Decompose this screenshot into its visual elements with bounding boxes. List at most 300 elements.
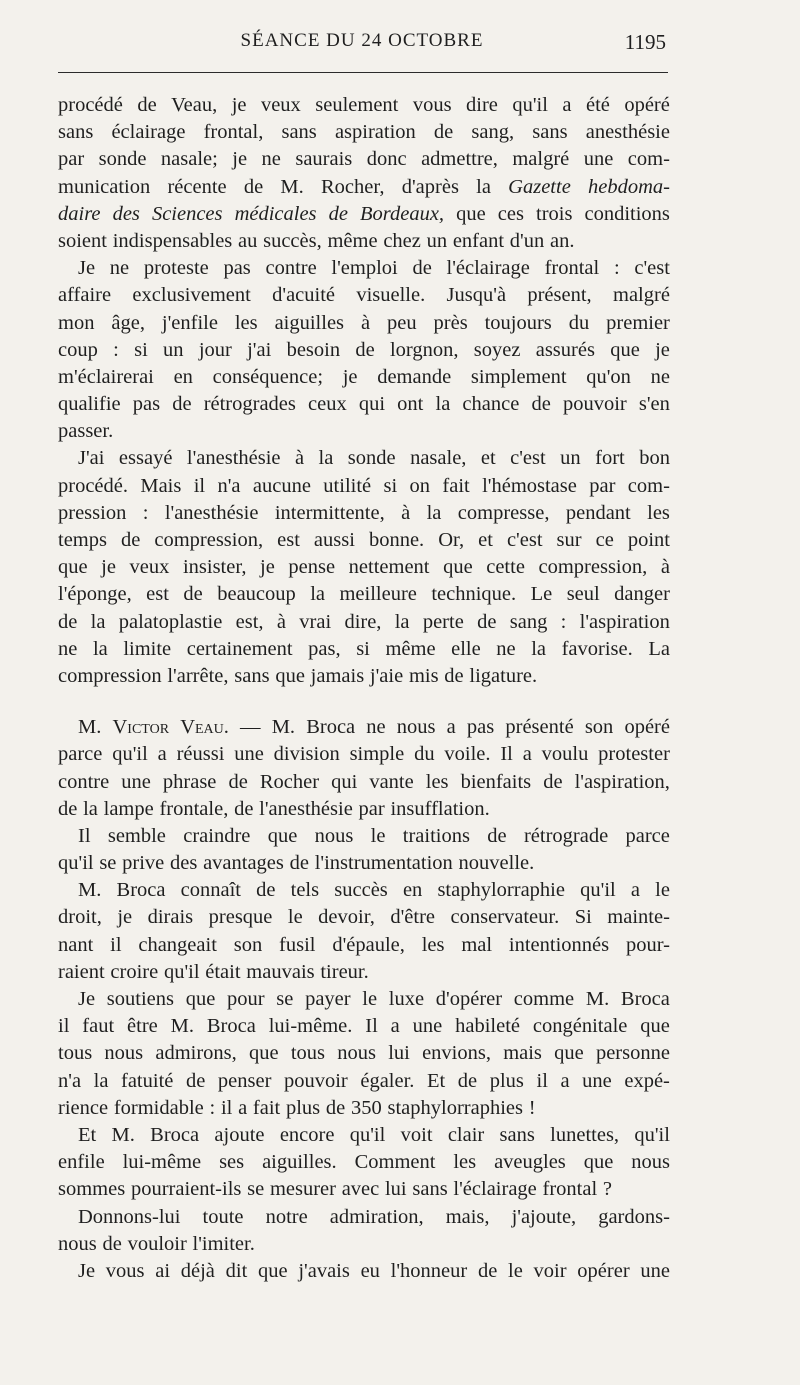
word: elle — [451, 637, 481, 660]
word: Veau, — [171, 94, 218, 116]
word: les — [234, 311, 258, 334]
word: on — [409, 474, 431, 497]
word: a — [522, 743, 532, 766]
word: qu'il — [163, 960, 200, 983]
word: rétrogrades — [203, 393, 296, 416]
word: ne — [366, 716, 386, 739]
word: ont — [397, 393, 424, 416]
word: la — [435, 393, 451, 416]
word: contre — [265, 257, 317, 280]
word: conséquence; — [212, 365, 324, 388]
word: Je — [78, 988, 96, 1010]
word: de — [531, 393, 551, 416]
word: de — [444, 664, 464, 687]
word: sonde — [98, 148, 147, 171]
word: droit, — [58, 906, 102, 929]
word: les — [647, 501, 670, 524]
word: toute — [202, 1205, 244, 1228]
word: a — [157, 743, 167, 766]
word: la — [90, 610, 106, 633]
word: nous — [58, 1232, 97, 1255]
word: avec — [341, 1178, 380, 1201]
text-line — [58, 473, 670, 500]
word: luxe — [388, 988, 425, 1010]
word: j'aie — [369, 664, 404, 687]
word: craindre — [183, 824, 251, 847]
word: le — [655, 879, 670, 902]
word: Jusqu'à — [446, 284, 507, 307]
word: un — [426, 229, 448, 252]
word: de — [477, 1259, 498, 1282]
word: Il — [78, 824, 91, 847]
word: pas — [466, 716, 495, 739]
word: dit — [225, 1259, 248, 1282]
word: parce — [625, 824, 670, 847]
word: il — [58, 1015, 70, 1038]
word: Broca — [206, 1015, 256, 1038]
word: Il — [500, 743, 513, 766]
word: pas — [223, 257, 251, 280]
word: l'emploi — [331, 257, 398, 280]
word: limite — [123, 637, 172, 660]
word: un — [560, 447, 581, 470]
word: conditions — [584, 202, 670, 225]
word: être — [127, 1015, 158, 1038]
word: palatoplastie — [118, 610, 223, 633]
word: nous — [104, 1042, 144, 1065]
word: au — [238, 229, 258, 252]
word: qu'il — [349, 1123, 386, 1146]
word: Si — [574, 906, 592, 929]
word: de — [256, 879, 276, 902]
text-line — [58, 1231, 670, 1258]
running-title: SÉANCE DU 24 OCTOBRE — [240, 30, 484, 51]
word: M. — [271, 716, 296, 739]
text-line — [58, 146, 670, 173]
paragraph — [58, 1122, 670, 1204]
word: ! — [528, 1096, 536, 1119]
word: des — [112, 202, 140, 225]
word: que — [456, 202, 486, 225]
word: que — [610, 338, 640, 361]
text-line — [58, 1176, 670, 1203]
word: fatuité — [121, 1069, 174, 1092]
word: nous — [631, 1151, 670, 1174]
word: tous — [290, 1042, 326, 1065]
text-line — [58, 92, 670, 119]
word: de — [289, 852, 309, 875]
word: ces — [497, 202, 524, 225]
word: l'honneur — [390, 1259, 468, 1282]
word: Broca — [306, 716, 356, 739]
word: qu'il — [634, 1123, 670, 1146]
word: pouvoir — [283, 1069, 348, 1092]
paragraph — [58, 714, 670, 823]
word: l'arrête, — [167, 664, 229, 687]
word: son — [584, 716, 614, 739]
word: devoir, — [318, 906, 375, 929]
word: qu'on — [586, 365, 631, 388]
word: M. — [280, 175, 304, 198]
word: ligature. — [469, 664, 538, 687]
text-line — [58, 796, 670, 823]
word: d'opérer — [435, 988, 503, 1010]
word: Broca — [150, 1123, 200, 1146]
word: n'a — [58, 1069, 82, 1092]
word: : — [142, 501, 149, 524]
word: bonne. — [368, 529, 425, 551]
word: Rocher, — [321, 175, 385, 198]
word: mal — [461, 933, 493, 956]
word: le — [370, 824, 386, 847]
word: la — [531, 637, 547, 660]
word: eu — [360, 1259, 380, 1282]
word: mainte- — [607, 906, 670, 929]
word: dire — [466, 94, 498, 116]
word: encore — [279, 1123, 335, 1146]
word: du — [568, 311, 590, 334]
word: qui — [331, 770, 358, 793]
word: de — [412, 257, 432, 280]
word: Donnons-lui — [78, 1205, 181, 1228]
word: expé- — [624, 1069, 670, 1092]
word: chez — [383, 229, 421, 252]
word: dirais — [147, 906, 194, 929]
word: n'a — [217, 474, 241, 497]
word: M. — [78, 716, 102, 739]
word: nous — [337, 1042, 376, 1065]
word: a — [390, 1015, 400, 1038]
word: affaire — [58, 284, 112, 307]
word: succès — [334, 879, 388, 902]
word: Il — [365, 1015, 378, 1038]
word: qu'il — [580, 879, 616, 902]
word: une — [582, 1069, 612, 1092]
word: a — [562, 94, 572, 116]
word: je — [101, 556, 116, 579]
word: l'hémostase — [482, 474, 577, 497]
word: plus — [489, 1069, 524, 1092]
word: payer — [305, 988, 351, 1010]
word: Victor — [112, 716, 170, 739]
word: formidable — [113, 1096, 204, 1119]
word: an. — [549, 229, 575, 252]
word: qu'il — [512, 94, 548, 116]
text-line — [58, 418, 670, 445]
word: indispensables — [112, 229, 233, 252]
text-line — [58, 609, 670, 636]
word: l'éponge, — [58, 583, 132, 606]
word: Or, — [438, 529, 465, 551]
word: soient — [58, 229, 107, 252]
word: gardons- — [598, 1205, 670, 1228]
word: ses — [219, 1151, 245, 1174]
word: même — [327, 229, 378, 252]
word: était — [205, 960, 241, 983]
word: la — [92, 637, 108, 660]
word: réussi — [176, 743, 225, 766]
word: perte — [422, 610, 464, 633]
word: se — [247, 1178, 265, 1201]
word: com- — [627, 474, 670, 497]
paragraph — [58, 823, 670, 877]
word: essayé — [118, 447, 173, 470]
word: été — [585, 94, 610, 116]
word: conservateur. — [450, 906, 560, 929]
word: ne — [58, 637, 78, 660]
word: protester — [598, 743, 670, 766]
word: utilité — [323, 474, 372, 497]
word: Le — [530, 583, 553, 606]
word: d'un — [509, 229, 545, 252]
word: bon — [639, 447, 670, 470]
word: par — [58, 148, 85, 171]
word: peu — [386, 311, 417, 334]
word: notre — [265, 1205, 308, 1228]
word: qui — [358, 393, 386, 416]
word: que — [640, 1015, 670, 1038]
word: intermittente, — [274, 501, 385, 524]
word: simple — [349, 743, 405, 766]
word: si — [383, 474, 398, 497]
word: hebdoma- — [588, 175, 670, 198]
word: à — [401, 501, 411, 524]
word: le — [287, 906, 303, 929]
word: penser — [217, 1069, 272, 1092]
text-line — [58, 228, 670, 255]
word: cette — [486, 556, 525, 579]
word: la — [310, 583, 326, 606]
word: ne — [261, 148, 281, 171]
word: présent, — [527, 284, 592, 307]
word: de — [172, 393, 192, 416]
word: je — [260, 556, 275, 579]
word: clair — [447, 1123, 485, 1146]
word: enfant — [452, 229, 505, 252]
word: staphylorraphie — [437, 879, 565, 902]
word: est — [277, 529, 300, 551]
text-line — [58, 1068, 670, 1095]
word: une — [583, 148, 614, 171]
word: je — [655, 338, 670, 361]
word: j'ajoute, — [511, 1205, 577, 1228]
word: soutiens — [106, 988, 174, 1010]
word: Sciences — [151, 202, 223, 225]
word: pense — [288, 556, 336, 579]
word: aspiration — [334, 121, 416, 144]
word: dire, — [344, 610, 382, 633]
word: que — [185, 988, 216, 1010]
text-line — [58, 391, 670, 418]
word: ajoute — [214, 1123, 265, 1146]
word: sans — [281, 121, 317, 144]
word: : — [209, 1096, 216, 1119]
word: temps — [58, 529, 107, 551]
word: s'en — [638, 393, 670, 416]
word: que — [554, 1042, 584, 1065]
word: est — [146, 583, 169, 606]
word: raient — [58, 960, 105, 983]
word: veux — [129, 556, 170, 579]
word: mauvais — [246, 960, 315, 983]
text-line — [58, 201, 670, 228]
word: l'éclairage — [446, 257, 530, 280]
word: faut — [82, 1015, 115, 1038]
word: point — [627, 529, 670, 551]
word: envions, — [422, 1042, 491, 1065]
word: que — [258, 1259, 288, 1282]
text-line — [58, 255, 670, 282]
word: de — [234, 797, 254, 820]
word: lui-même. — [268, 1015, 353, 1038]
section-gap — [58, 690, 670, 714]
text-line — [58, 769, 670, 796]
page-number: 1195 — [624, 30, 666, 54]
word: qu'il — [112, 743, 148, 766]
paragraph — [58, 1204, 670, 1258]
word: par — [358, 797, 385, 820]
text-line — [58, 904, 670, 931]
word: j'avais — [298, 1259, 350, 1282]
word: de — [477, 610, 497, 633]
word: admiration, — [329, 1205, 424, 1228]
word: voile. — [444, 743, 491, 766]
word: de — [185, 1069, 206, 1092]
word: J'ai — [78, 447, 105, 470]
word: malgré — [512, 148, 570, 171]
word: jamais — [310, 664, 365, 687]
word: certainement — [186, 637, 293, 660]
text-line — [58, 119, 670, 146]
word: — — [240, 716, 261, 739]
word: Rocher — [259, 770, 320, 793]
word: de — [120, 529, 141, 551]
word: si — [356, 637, 370, 660]
word: 350 — [351, 1096, 382, 1119]
word: déjà — [180, 1259, 215, 1282]
word: présenté — [505, 716, 574, 739]
word: pas, — [308, 637, 341, 660]
word: ce — [595, 529, 614, 551]
word: nettement — [348, 556, 430, 579]
word: proteste — [143, 257, 209, 280]
word: le — [508, 1259, 523, 1282]
word: danger — [614, 583, 670, 606]
word: de — [183, 583, 203, 606]
word: se — [99, 852, 117, 875]
word: veux — [260, 94, 301, 116]
word: j'enfile — [161, 311, 218, 334]
word: sang — [509, 610, 548, 633]
word: a — [560, 1069, 570, 1092]
word: opéré — [624, 94, 670, 116]
word: habileté — [455, 1015, 521, 1038]
word: j'ai — [247, 338, 272, 361]
word: nant — [58, 933, 94, 956]
word: l'aspiration — [579, 610, 670, 633]
word: tous — [58, 1042, 93, 1065]
word: enfile — [58, 1151, 105, 1174]
word: anesthésie — [585, 121, 670, 144]
word: contre — [58, 770, 110, 793]
word: que — [267, 824, 298, 847]
word: frontale, — [159, 797, 229, 820]
word: qu'il — [58, 852, 94, 875]
word: Broca — [620, 988, 670, 1010]
word: rétrograde — [523, 824, 609, 847]
word: fusil — [279, 933, 316, 956]
word: de — [58, 610, 78, 633]
word: un — [163, 338, 184, 361]
word: ne — [109, 257, 130, 280]
text-line — [58, 554, 670, 581]
word: congénitale — [532, 1015, 628, 1038]
word: demande — [377, 365, 452, 388]
text-line — [58, 959, 670, 986]
word: aiguilles. — [262, 1151, 337, 1174]
paragraph — [58, 255, 670, 445]
word: est, — [235, 610, 264, 633]
word: il — [220, 1096, 233, 1119]
word: simplement — [470, 365, 567, 388]
word: jour — [198, 338, 232, 361]
word: lorgnon, — [389, 338, 459, 361]
text-line — [58, 1095, 670, 1122]
word: de — [228, 770, 248, 793]
word: staphylorraphies — [387, 1096, 523, 1119]
text-line — [58, 1258, 670, 1285]
word: Broca — [116, 879, 166, 902]
word: la — [93, 1069, 109, 1092]
word: Je — [78, 1259, 96, 1282]
word: l'anesthésie — [259, 797, 353, 820]
word: je — [342, 365, 358, 388]
text-line — [58, 282, 670, 309]
text-line — [58, 1040, 670, 1067]
word: changeait — [138, 933, 217, 956]
word: ne — [496, 637, 516, 660]
word: de — [102, 1232, 122, 1255]
word: à — [294, 447, 305, 470]
word: à — [660, 556, 670, 579]
word: vous — [105, 1259, 145, 1282]
word: médicales — [234, 202, 317, 225]
text-line — [58, 636, 670, 663]
word: : — [613, 257, 620, 280]
word: de — [433, 121, 454, 144]
word: nasale; — [160, 148, 218, 171]
text-line — [58, 445, 670, 472]
word: d'être — [390, 906, 436, 929]
word: visuelle. — [356, 284, 426, 307]
word: compression — [58, 664, 162, 687]
word: Gazette — [508, 175, 571, 198]
word: munication — [58, 175, 151, 198]
word: : — [560, 610, 567, 633]
word: voir — [533, 1259, 567, 1282]
word: croire — [110, 960, 159, 983]
paragraph — [58, 877, 670, 986]
text-line — [58, 1122, 670, 1149]
word: l'anesthésie — [164, 501, 259, 524]
word: ai — [155, 1259, 171, 1282]
word: pression — [58, 501, 127, 524]
word: nous — [396, 716, 436, 739]
word: égaler. — [360, 1069, 415, 1092]
word: a — [630, 879, 640, 902]
word: bienfaits — [460, 770, 532, 793]
word: m'éclairerai — [58, 365, 154, 388]
